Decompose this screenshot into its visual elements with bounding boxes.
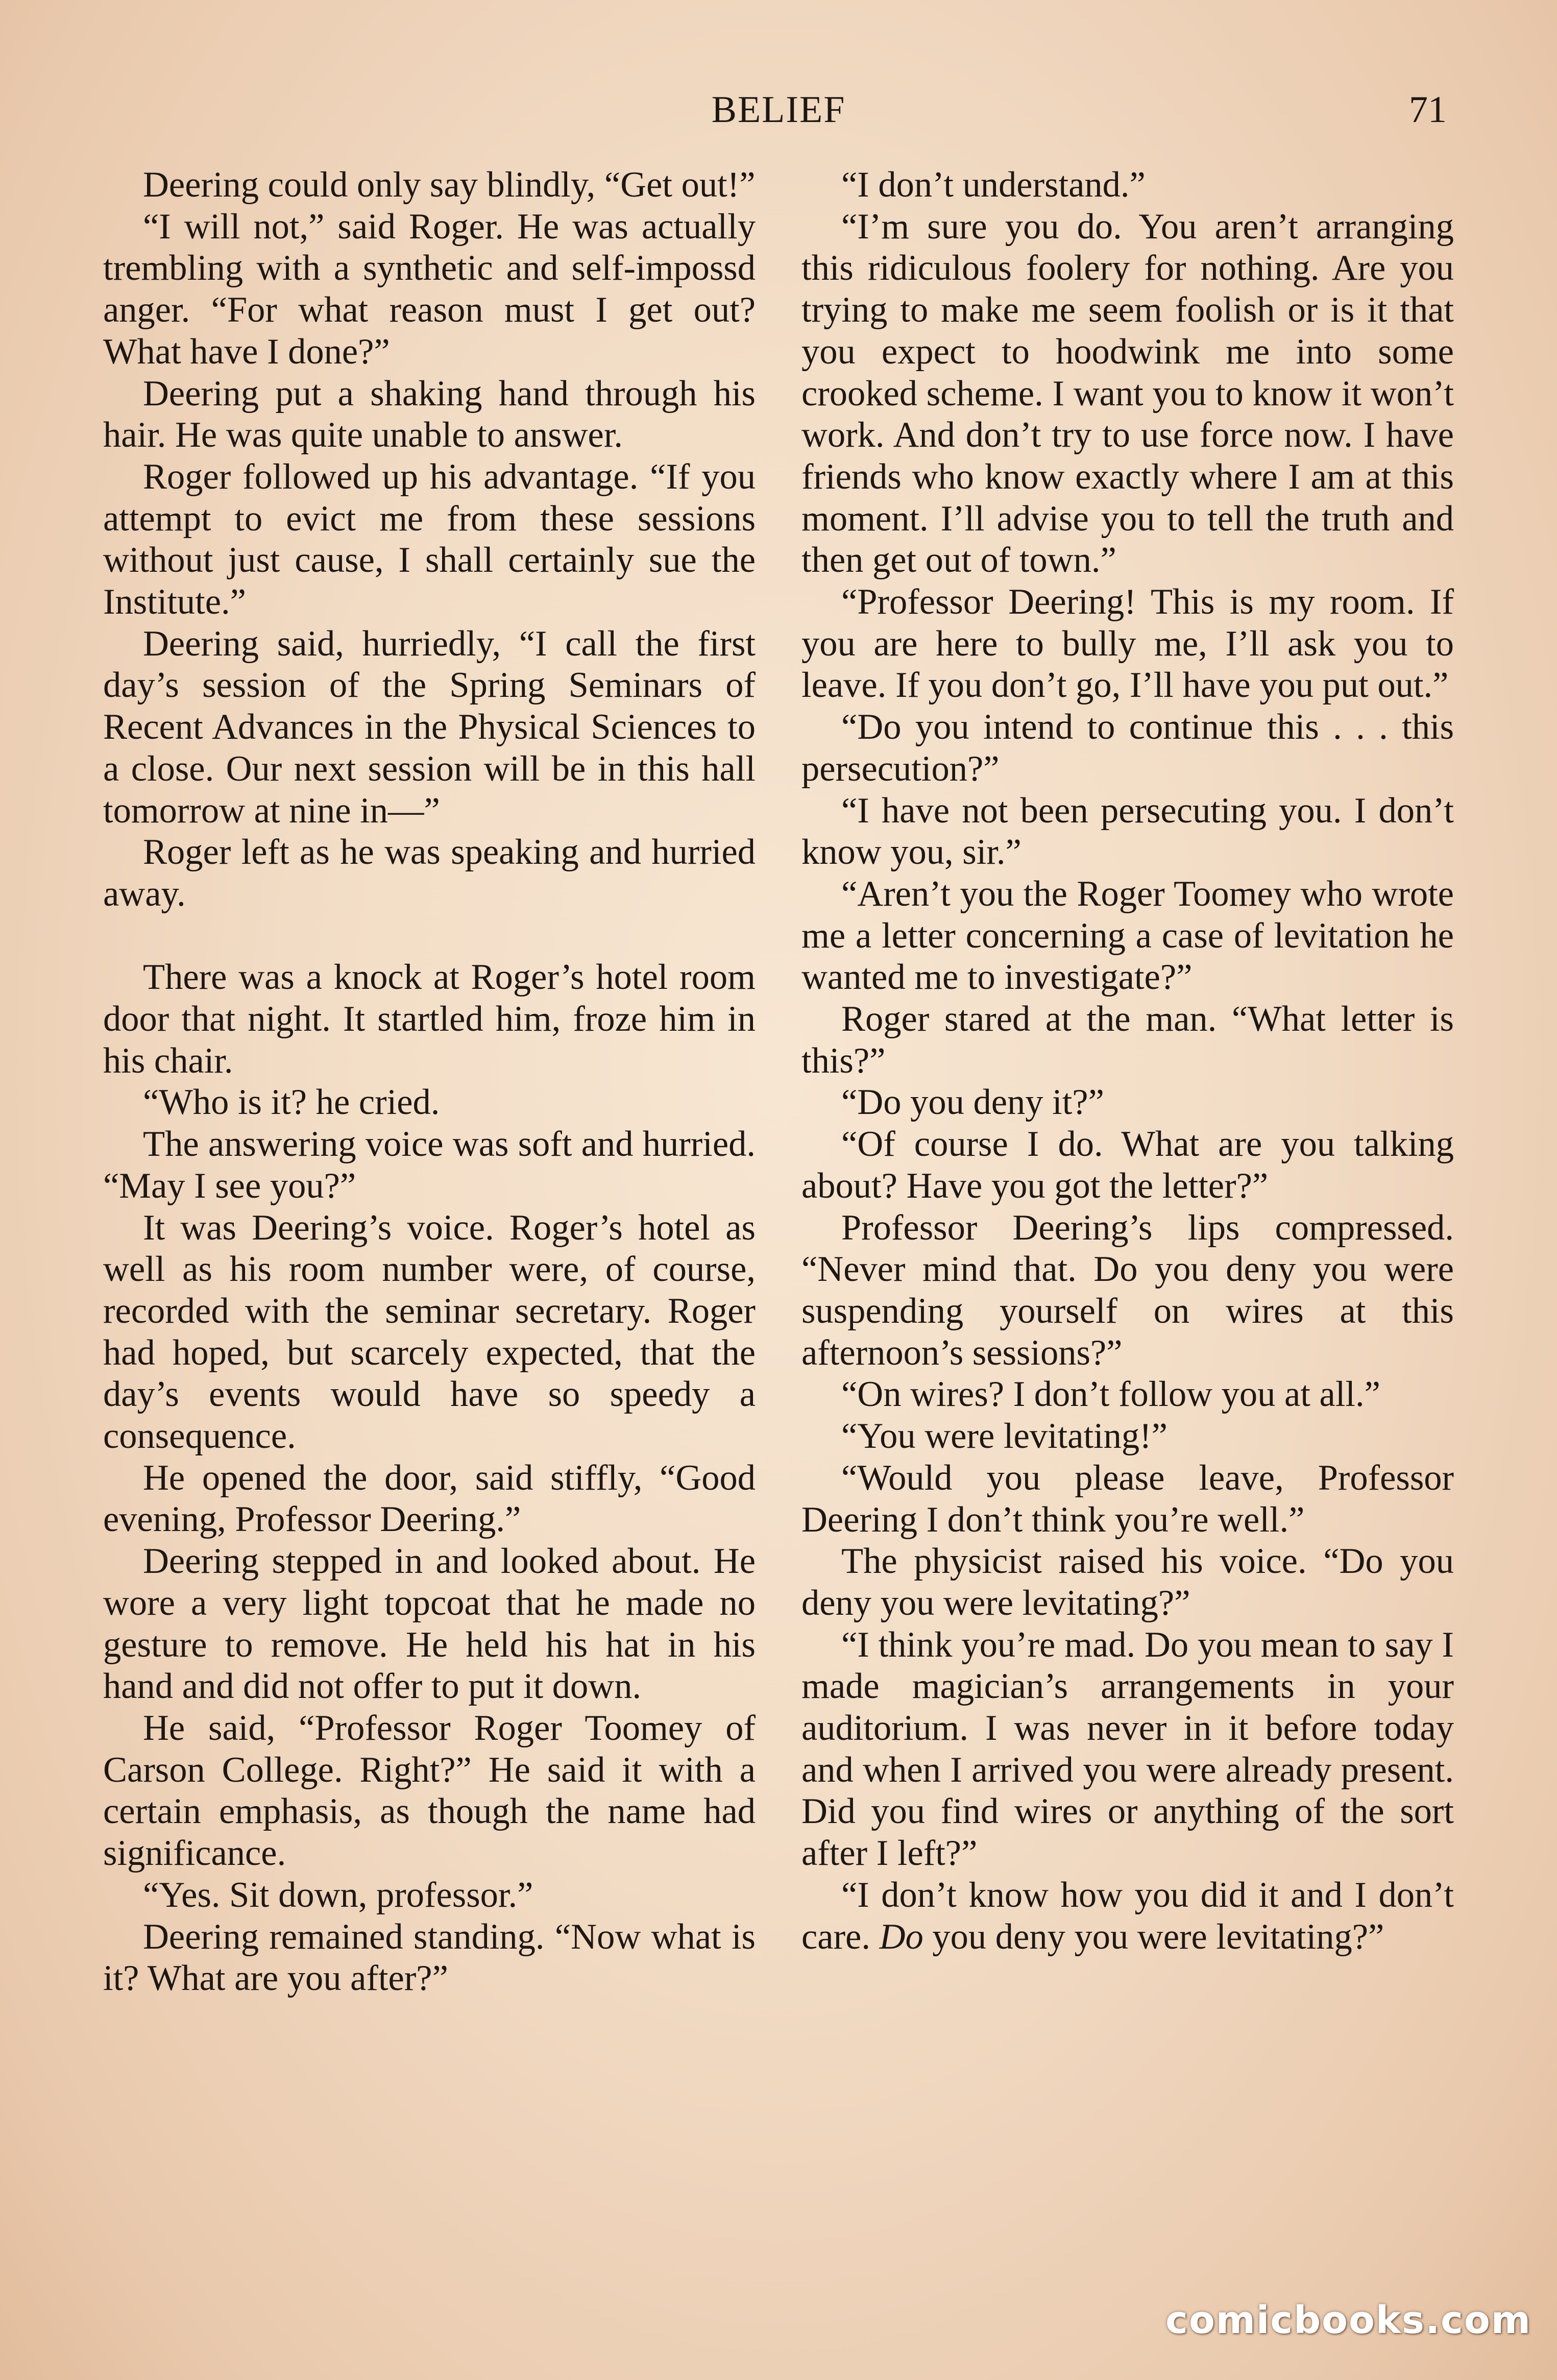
page-number: 71 bbox=[1409, 89, 1447, 131]
paragraph: Deering remained standing. “Now what is it? What are you after?” bbox=[103, 1916, 756, 1999]
paragraph: He said, “Professor Roger Toomey of Carson College. Right?” He said it with a certain emphasis, as though the name had significance. bbox=[103, 1708, 756, 1874]
paragraph: “Of course I do. What are you talking about? Have you got the letter?” bbox=[801, 1124, 1454, 1206]
paragraph: “Who is it? he cried. bbox=[143, 1082, 440, 1123]
paragraph: “Yes. Sit down, professor.” bbox=[143, 1875, 533, 1915]
paragraph: There was a knock at Roger’s hotel room door that night. It startled him, froze him in his chair. bbox=[103, 957, 756, 1081]
paragraph-last bbox=[801, 1875, 1454, 1958]
paragraph: The answering voice was soft and hurried. “May I see you?” bbox=[103, 1124, 756, 1206]
paragraph: “I will not,” said Roger. He was actually trembling with a synthetic and self-impossd anger. “For what reason must I get out? What have I done?” bbox=[103, 206, 756, 372]
paragraph: “I’m sure you do. You aren’t arranging this ridiculous foolery for nothing. Are you trying to make me seem foolish or is it that you expect to hoodwink me into some crooked scheme. I want you to know it won’t work. And don’t try to use force now. I have friends who know exactly where I am at this moment. I’ll advise you to tell the truth and then get out of town.” bbox=[801, 206, 1454, 580]
paragraph: “I don’t understand.” bbox=[841, 165, 1146, 205]
paragraph: Deering stepped in and looked about. He wore a very light topcoat that he made no gesture to remove. He held his hat in his hand and did not offer to put it down. bbox=[103, 1541, 756, 1707]
paragraph: It was Deering’s voice. Roger’s hotel as well as his room number were, of course, recorded with the seminar secretary. Roger had hoped, but scarcely expected, that the day’s events would have so speedy a consequence. bbox=[103, 1207, 756, 1456]
paragraph: Deering said, hurriedly, “I call the first day’s session of the Spring Seminars of Recent Advances in the Physical Sciences to a close. Our next session will be in this hall tomorrow at nine in—” bbox=[103, 623, 756, 831]
paragraph: “I think you’re mad. Do you mean to say I made magician’s arrangements in your auditorium. I was never in it before today and when I arrived you were already present. Did you find wires or anything of the sort after I left?” bbox=[801, 1624, 1454, 1874]
paragraph: “Would you please leave, Professor Deering I don’t think you’re well.” bbox=[801, 1458, 1454, 1540]
paragraph: “Do you deny it?” bbox=[841, 1082, 1104, 1123]
paragraph: Professor Deering’s lips compressed. “Never mind that. Do you deny you were suspending yourself on wires at this afternoon’s sessions?” bbox=[801, 1207, 1454, 1373]
paragraph: “Do you intend to continue this . . . this persecution?” bbox=[801, 707, 1454, 789]
paragraph: “On wires? I don’t follow you at all.” bbox=[841, 1374, 1380, 1415]
paragraph: He opened the door, said stiffly, “Good evening, Professor Deering.” bbox=[103, 1458, 756, 1540]
paragraph: “You were levitating!” bbox=[841, 1416, 1167, 1456]
paragraph: “Professor Deering! This is my room. If you are here to bully me, I’ll ask you to leave. If you don’t go, I’ll have you put out.” bbox=[801, 582, 1454, 706]
paragraph: Roger left as he was speaking and hurried away. bbox=[103, 832, 756, 914]
text-column-left bbox=[103, 164, 756, 2000]
paragraph: “I have not been persecuting you. I don’t know you, sir.” bbox=[801, 790, 1454, 872]
running-title: BELIEF bbox=[711, 89, 846, 131]
paragraph: “Aren’t you the Roger Toomey who wrote me a letter concerning a case of levitation he wanted me to investigate?” bbox=[801, 873, 1454, 998]
text-column-right bbox=[801, 164, 1454, 1958]
paragraph: Roger stared at the man. “What letter is this?” bbox=[801, 999, 1454, 1081]
paragraph: Deering put a shaking hand through his hair. He was quite unable to answer. bbox=[103, 373, 756, 455]
paragraph: Deering could only say blindly, “Get out!” bbox=[143, 165, 756, 205]
text-run: “I don’t know how you did it and I don’t care. bbox=[801, 1875, 1454, 1957]
paragraph: Roger followed up his advantage. “If you attempt to evict me from these sessions without just cause, I shall certainly sue the Institute.” bbox=[103, 456, 756, 622]
paragraph: The physicist raised his voice. “Do you deny you were levitating?” bbox=[801, 1541, 1454, 1623]
watermark: comicbooks.com bbox=[1165, 2298, 1531, 2342]
section-break bbox=[103, 915, 756, 957]
text-run: you deny you were levitating?” bbox=[923, 1916, 1384, 1957]
emphasis-text: Do bbox=[879, 1916, 923, 1957]
